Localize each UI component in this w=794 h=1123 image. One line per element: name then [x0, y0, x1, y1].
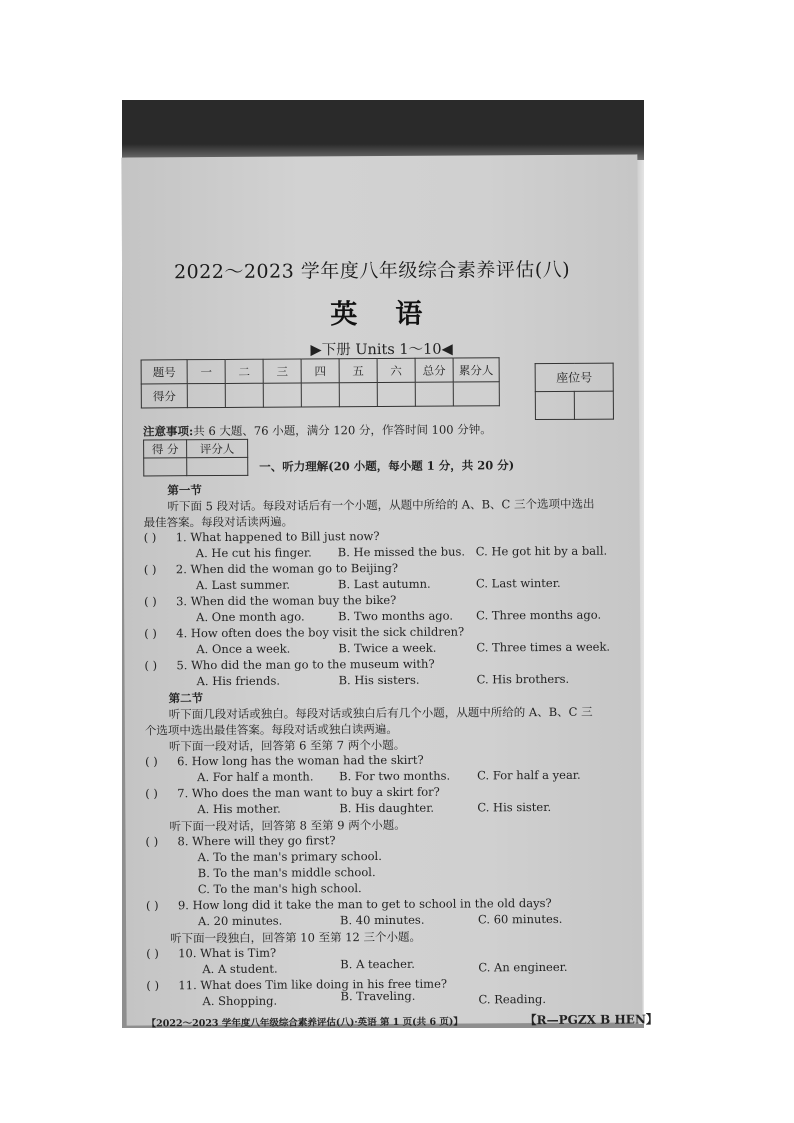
option-b: B. To the man's middle school. [197, 865, 376, 881]
option-a: A. He cut his finger. [195, 545, 312, 561]
seat-label: 座位号 [535, 363, 613, 391]
option-a: A. One month ago. [196, 609, 305, 625]
score-cell[interactable] [377, 382, 415, 406]
option-b: B. Twice a week. [338, 640, 437, 656]
answer-bracket[interactable]: ( ) [144, 658, 158, 673]
option-b: B. Traveling. [340, 988, 416, 1004]
option-c: C. Three months ago. [476, 607, 602, 623]
option-a: A. For half a month. [197, 769, 314, 785]
question-6: 6. How long has the woman had the skirt? [176, 752, 424, 769]
score-table-header: 总分 [415, 358, 453, 382]
grader-label: 评分人 [187, 439, 248, 457]
notice-label: 注意事项: [142, 424, 194, 439]
option-a: A. A student. [202, 961, 278, 977]
notice-text: 共 6 大题、76 小题，满分 120 分，作答时间 100 分钟。 [193, 422, 492, 439]
option-c: C. His sister. [477, 799, 552, 815]
option-c: C. He got hit by a ball. [475, 543, 608, 559]
question-3: 3. When did the woman buy the bike? [176, 592, 397, 609]
option-c: C. An engineer. [478, 959, 568, 975]
score-table-header: 四 [301, 359, 339, 383]
score-cell[interactable] [415, 382, 453, 406]
score-table-header: 二 [225, 359, 263, 383]
score-table-header: 一 [187, 359, 225, 383]
score-cell[interactable] [225, 383, 263, 407]
part1-title: 一、听力理解(20 小题，每小题 1 分，共 20 分) [259, 458, 515, 474]
grader-score-cell[interactable] [144, 458, 187, 476]
score-table-header: 六 [377, 358, 415, 382]
question-4: 4. How often does the boy visit the sick children? [176, 624, 465, 641]
score-table-header: 五 [339, 359, 377, 383]
question-1: 1. What happened to Bill just now? [175, 529, 380, 545]
option-b: B. 40 minutes. [339, 912, 425, 928]
question-7: 7. Who does the man want to buy a skirt for? [177, 784, 440, 801]
option-b: B. Two months ago. [338, 608, 454, 624]
answer-bracket[interactable]: ( ) [146, 946, 159, 961]
score-cell[interactable] [187, 383, 225, 407]
option-a: A. 20 minutes. [197, 913, 283, 929]
notice-line [143, 421, 492, 439]
grader-table [143, 439, 248, 477]
answer-bracket[interactable]: ( ) [143, 530, 157, 545]
option-b: B. Last autumn. [337, 576, 431, 592]
option-a: A. Once a week. [196, 641, 291, 657]
scope-line: ▶下册 Units 1～10◀ [310, 341, 453, 359]
score-cell[interactable] [453, 382, 499, 406]
option-c: C. For half a year. [477, 767, 581, 783]
option-c: C. To the man's high school. [197, 881, 362, 897]
grader-score-label: 得 分 [144, 440, 187, 458]
seat-cell[interactable] [535, 391, 574, 419]
section1-title: 第一节 [167, 483, 202, 498]
option-a: A. To the man's primary school. [197, 849, 382, 865]
answer-bracket[interactable]: ( ) [144, 626, 157, 641]
option-c: C. Three times a week. [476, 639, 611, 655]
option-c: C. Last winter. [475, 575, 561, 591]
answer-bracket[interactable]: ( ) [145, 786, 158, 801]
score-table-header: 累分人 [453, 358, 499, 382]
option-c: C. 60 minutes. [477, 911, 563, 927]
score-table-row2-label: 得分 [141, 384, 187, 408]
score-cell[interactable] [301, 383, 339, 407]
question-8: 8. Where will they go first? [177, 833, 336, 849]
score-table-row1-label: 题号 [141, 360, 187, 384]
question-9: 9. How long did it take the man to get to school in the old days? [177, 895, 552, 913]
page-footer: 【2022～2023 学年度八年级综合素养评估(八)·英语 第 1 页(共 6 页)】 [146, 1016, 463, 1030]
option-c: C. His brothers. [476, 671, 570, 687]
subject-heading: 英语 [330, 298, 461, 331]
option-b: B. He missed the bus. [337, 544, 466, 560]
section2-title: 第二节 [168, 691, 204, 706]
grader-name-cell[interactable] [187, 457, 248, 475]
option-b: B. His daughter. [339, 800, 435, 816]
exam-paper [121, 154, 658, 1030]
section2-instruction-cont: 个选项中选出最佳答案。每段对话或独白读两遍。 [144, 721, 398, 738]
option-b: B. A teacher. [340, 956, 415, 972]
section1-instruction: 听下面 5 段对话。每段对话后有一个小题，从题中所给的 A、B、C 三个选项中选出 [167, 496, 595, 514]
option-a: A. His mother. [197, 801, 281, 817]
option-b: B. His sisters. [338, 672, 420, 688]
intro-6-7: 听下面一段对话，回答第 6 至第 7 两个小题。 [168, 737, 406, 754]
option-c: C. Reading. [478, 992, 547, 1007]
seat-number-table [535, 363, 614, 420]
question-2: 2. When did the woman go to Beijing? [175, 560, 399, 577]
option-b: B. For two months. [339, 768, 451, 784]
question-10: 10. What is Tim? [178, 945, 277, 961]
option-a: A. Shopping. [202, 993, 278, 1009]
answer-bracket[interactable]: ( ) [146, 978, 160, 993]
question-11: 11. What does Tim like doing in his free time? [178, 976, 448, 993]
answer-bracket[interactable]: ( ) [145, 834, 159, 849]
document-photo [122, 100, 658, 1030]
section2-instruction: 听下面几段对话或独白。每段对话或独白后有几个小题，从题中所给的 A、B、C 三 [168, 704, 593, 722]
score-cell[interactable] [263, 383, 301, 407]
intro-8-9: 听下面一段对话，回答第 8 至第 9 两个小题。 [169, 817, 406, 834]
answer-bracket[interactable]: ( ) [144, 594, 157, 609]
intro-10-12: 听下面一段独白，回答第 10 至第 12 三个小题。 [170, 929, 422, 946]
answer-bracket[interactable]: ( ) [145, 754, 158, 769]
score-cell[interactable] [339, 383, 377, 407]
footer-code: 【R—PGZX B HEN】 [524, 1012, 658, 1028]
option-a: A. His friends. [196, 673, 281, 689]
exam-title: 2022～2023 学年度八年级综合素养评估(八) [173, 258, 571, 284]
score-table-header: 三 [263, 359, 301, 383]
answer-bracket[interactable]: ( ) [143, 562, 157, 577]
question-5: 5. Who did the man go to the museum with? [176, 656, 435, 673]
section1-instruction-cont: 最佳答案。每段对话读两遍。 [143, 514, 294, 530]
answer-bracket[interactable]: ( ) [145, 898, 159, 913]
score-table [141, 357, 500, 408]
seat-cell[interactable] [574, 391, 613, 419]
option-a: A. Last summer. [195, 577, 291, 593]
